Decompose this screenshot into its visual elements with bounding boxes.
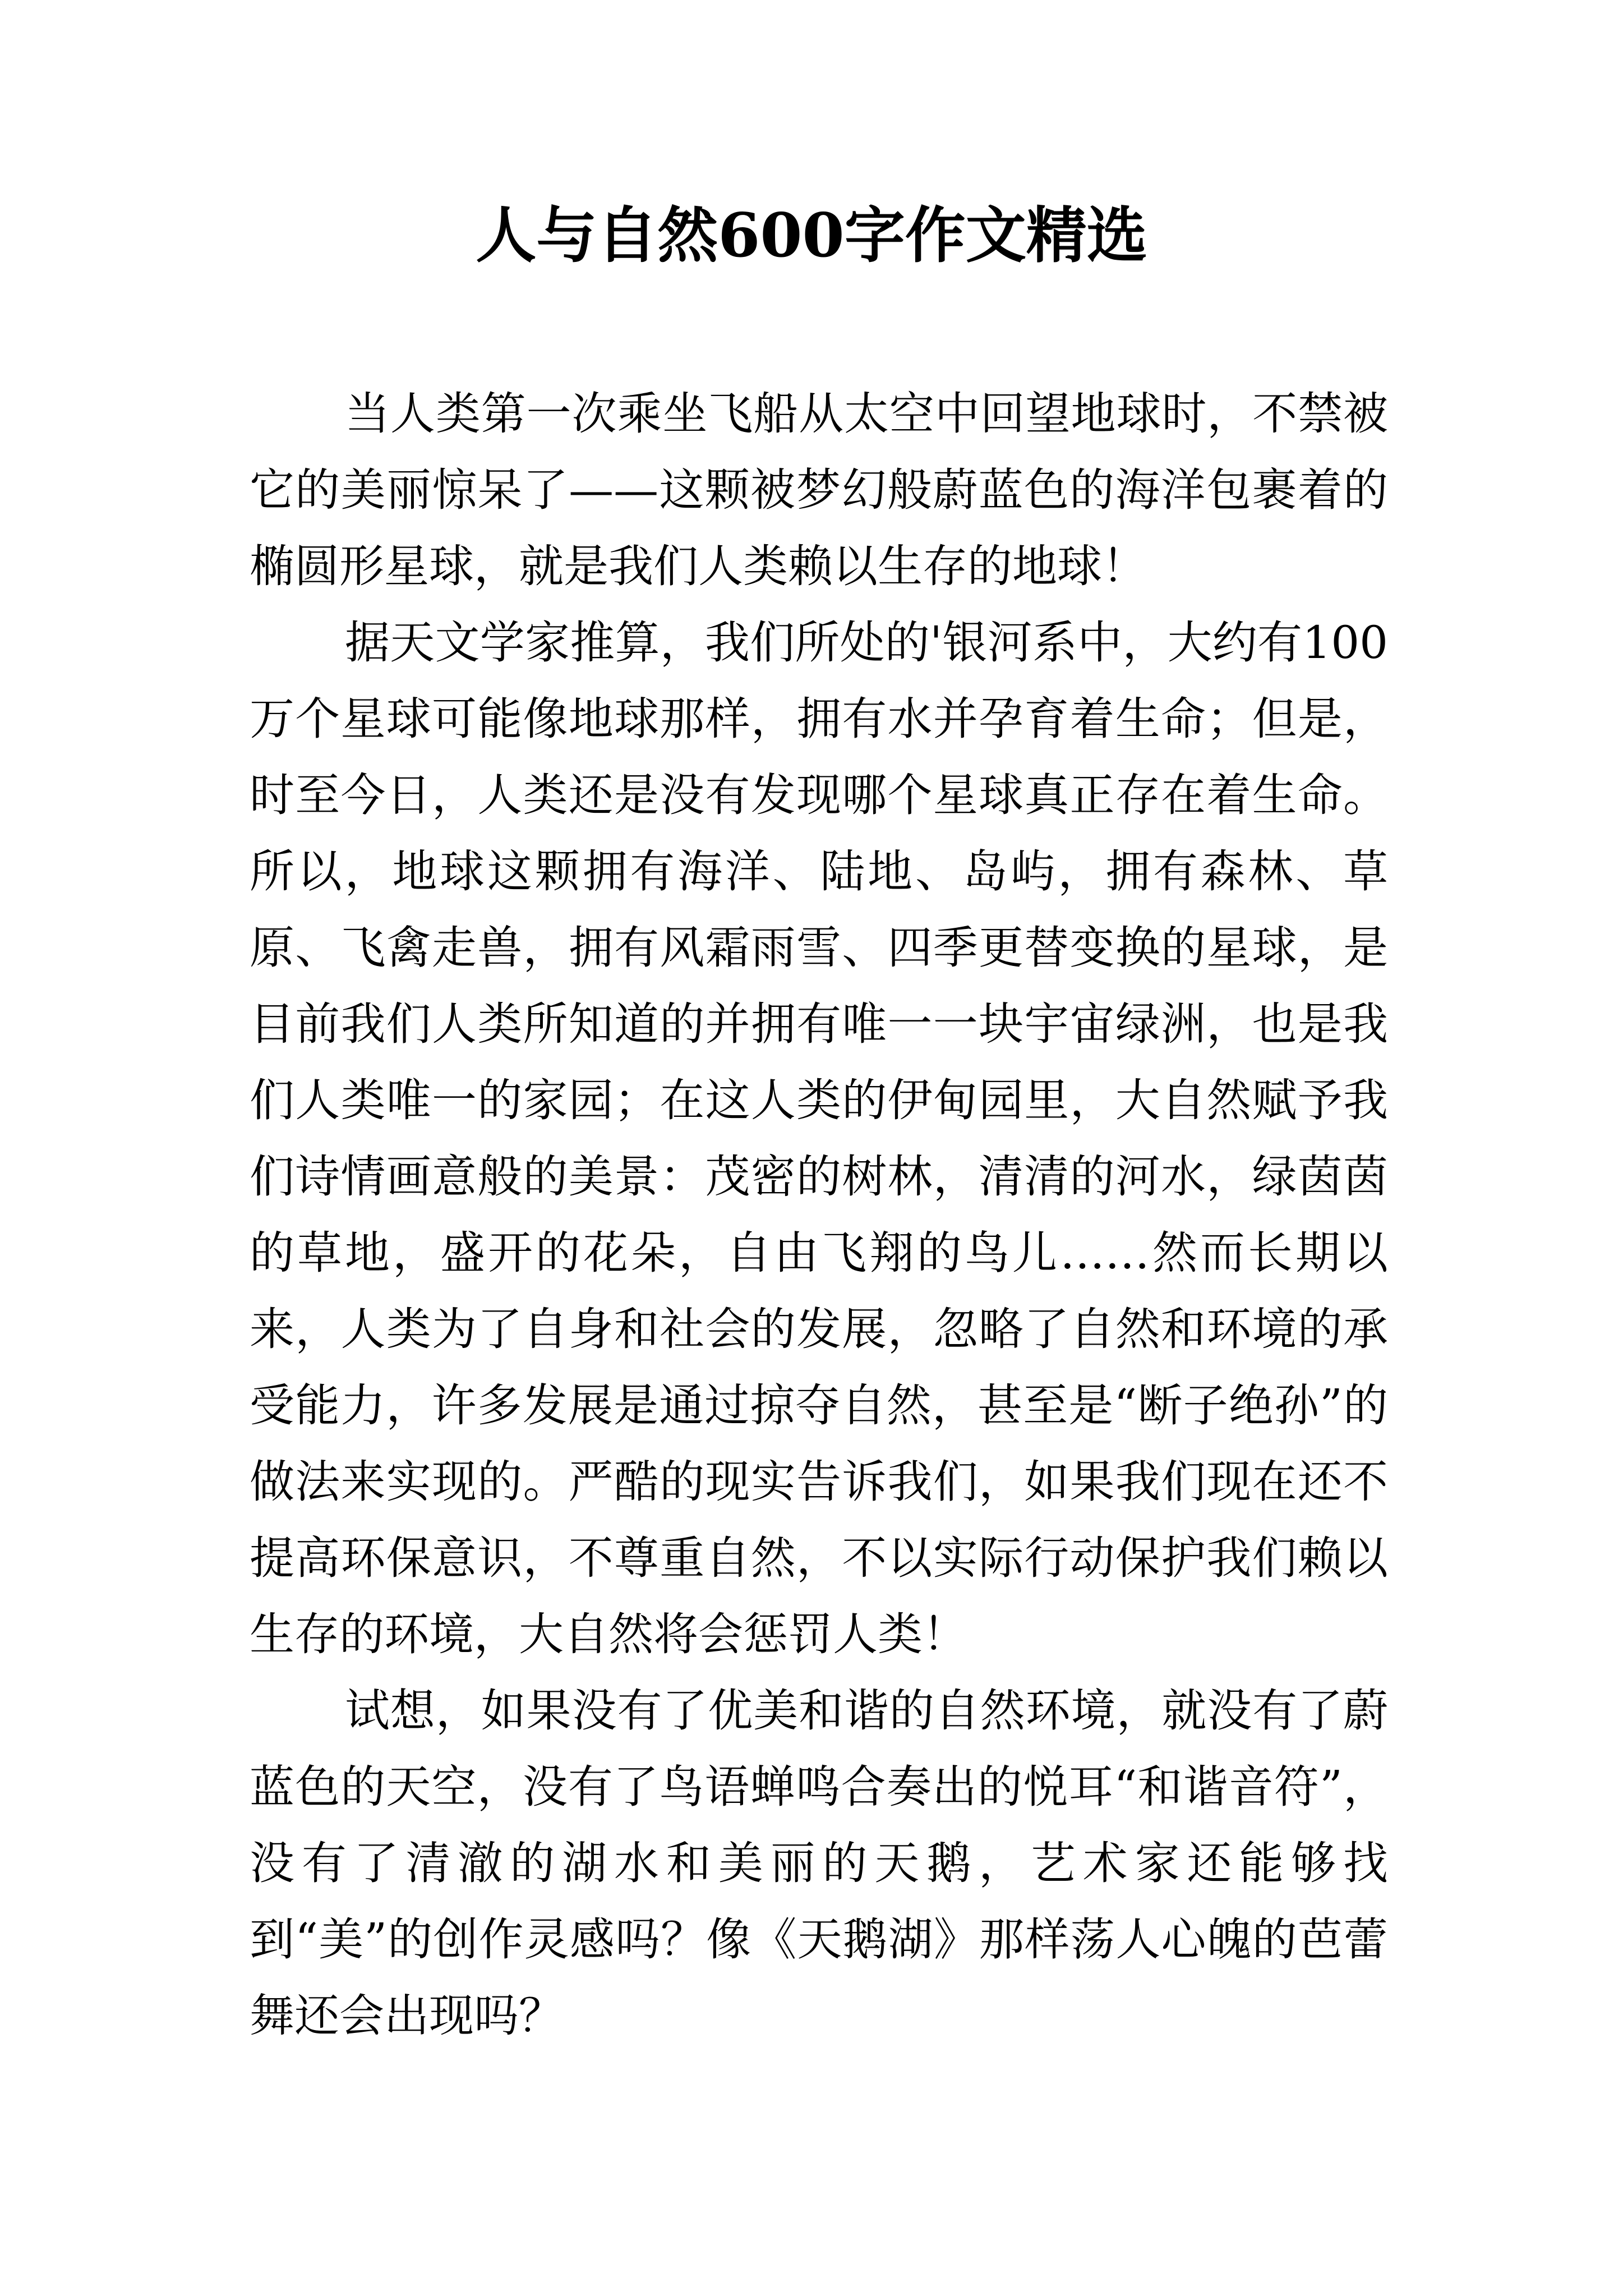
paragraph-1: 当人类第一次乘坐飞船从太空中回望地球时，不禁被它的美丽惊呆了——这颗被梦幻般蔚蓝色的海洋包裹着的椭圆形星球，就是我们人类赖以生存的地球！ (250, 388, 1388, 592)
document-title: 人与自然600字作文精选 (476, 200, 1147, 271)
document-body (250, 376, 1388, 2054)
paragraph-3: 试想，如果没有了优美和谐的自然环境，就没有了蔚蓝色的天空，没有了鸟语蝉鸣合奏出的悦耳“和谐音符”，没有了清澈的湖水和美丽的天鹅，艺术家还能够找到“美”的创作灵感吗？像《天鹅湖》那样荡人心魄的芭蕾舞还会出现吗？ (250, 1685, 1388, 2042)
paragraph-2: 据天文学家推算，我们所处的'银河系中，大约有100万个星球可能像地球那样，拥有水并孕育着生命；但是，时至今日，人类还是没有发现哪个星球真正存在着生命。所以，地球这颗拥有海洋、陆地、岛屿，拥有森林、草原、飞禽走兽，拥有风霜雨雪、四季更替变换的星球，是目前我们人类所知道的并拥有唯一一块宇宙绿洲，也是我们人类唯一的家园；在这人类的伊甸园里，大自然赋予我们诗情画意般的美景：茂密的树林，清清的河水，绿茵茵的草地，盛开的花朵，自由飞翔的鸟儿……然而长期以来，人类为了自身和社会的发展，忽略了自然和环境的承受能力，许多发展是通过掠夺自然，甚至是“断子绝孙”的做法来实现的。严酷的现实告诉我们，如果我们现在还不提高环保意识，不尊重自然，不以实际行动保护我们赖以生存的环境，大自然将会惩罚人类！ (250, 616, 1388, 1660)
